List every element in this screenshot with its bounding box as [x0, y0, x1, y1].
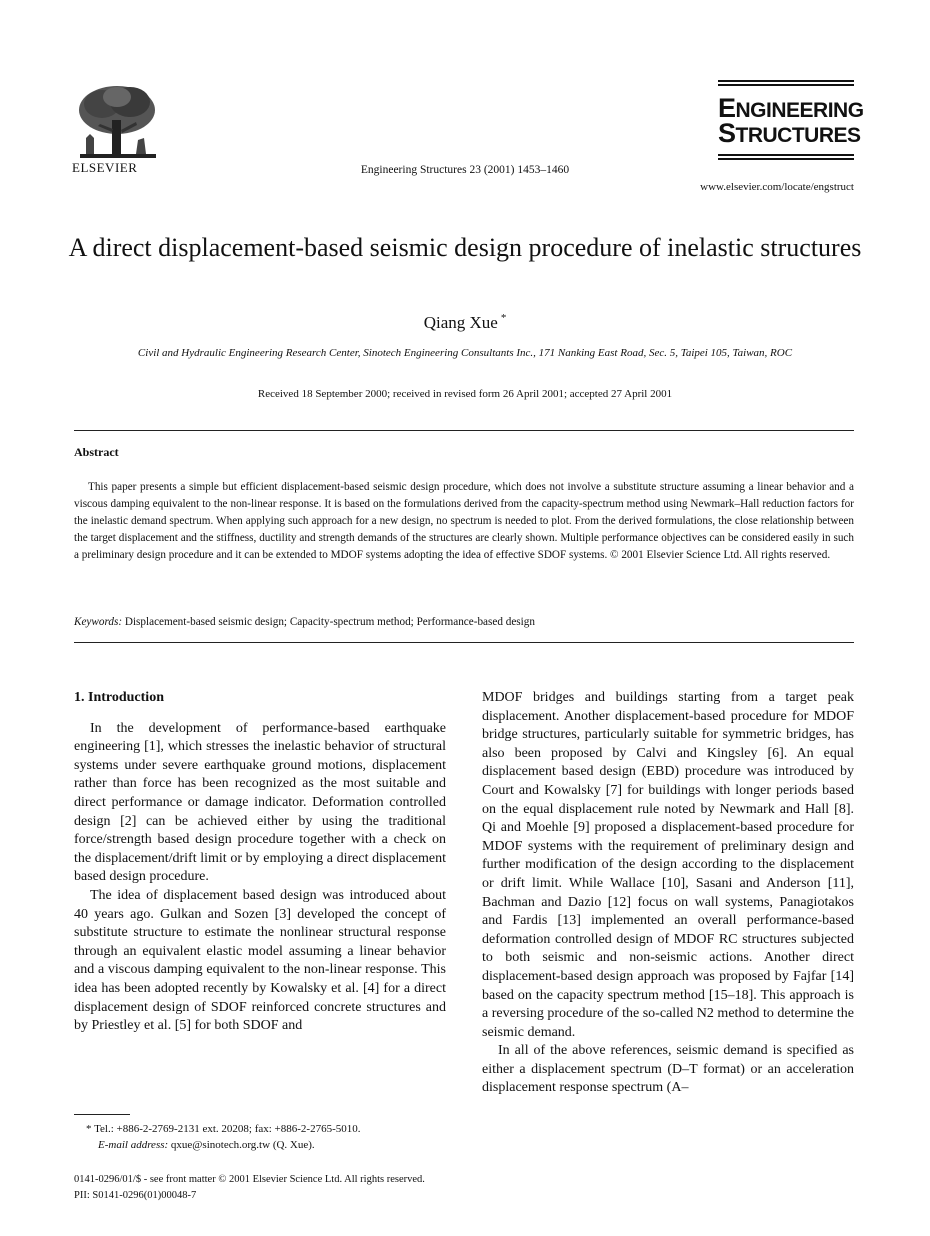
author-name: Qiang Xue	[423, 313, 498, 332]
footnote-rule	[74, 1114, 130, 1115]
body-paragraph: In all of the above references, seismic demand is specified as either a displacement spectrum (D–T format) or an acceleration displacement response spectrum (A–	[482, 1043, 854, 1096]
column-left	[74, 689, 446, 1036]
author-footnote-mark[interactable]: *	[500, 312, 507, 324]
email-owner: (Q. Xue).	[272, 1139, 315, 1151]
journal-reference: Engineering Structures 23 (2001) 1453–1460	[360, 164, 570, 176]
keywords	[74, 616, 535, 628]
journal-logo-line2: STRUCTURES	[718, 118, 861, 148]
logo-rule	[718, 80, 854, 82]
journal-url[interactable]: www.elsevier.com/locate/engstruct	[700, 181, 854, 193]
page-footer	[74, 1172, 425, 1204]
email-link[interactable]: qxue@sinotech.org.tw	[170, 1139, 271, 1151]
abstract-text: This paper presents a simple but efficient displacement-based seismic design procedure, which does not involve a substitute structure assuming a linear behavior and a viscous damping equivalent to the non-linear response. It is based on the formulations derived from the capacity-spectrum method using Newmark–Hall reduction factors for the inelastic demand spectrum. When applying such approach for a new design, no spectrum is needed to plot. From the derived formulations, the close relationship between the target displacement and the stiffness, ductility and strength demands of the structures are clearly shown. Multiple performance objectives can be considered easily in such a preliminary design procedure and it can be extended to MDOF systems adopting the idea of effective SDOF systems. © 2001 Elsevier Science Ltd. All rights reserved.	[74, 481, 854, 561]
logo-rule	[718, 158, 854, 160]
footnote-contact: Tel.: +886-2-2769-2131 ext. 20208; fax: +886-2-2765-5010.	[94, 1123, 361, 1135]
publisher-name: ELSEVIER	[72, 160, 138, 175]
author	[0, 312, 930, 333]
affiliation: Civil and Hydraulic Engineering Research Center, Sinotech Engineering Consultants Inc., 171 Nanking East Road, Sec. 5, Taipei 105, Taiwan, ROC	[137, 347, 793, 359]
journal-logo-line1: ENGINEERING	[718, 93, 864, 123]
keywords-label: Keywords:	[74, 616, 123, 628]
divider	[74, 430, 854, 431]
pii-line: PII: S0141-0296(01)00048-7	[74, 1190, 197, 1201]
paper-title: A direct displacement-based seismic design procedure of inelastic structures	[68, 233, 862, 262]
logo-rule	[718, 154, 854, 156]
column-right	[482, 689, 854, 1098]
keywords-text: Displacement-based seismic design; Capacity-spectrum method; Performance-based design	[124, 616, 535, 628]
footnote	[74, 1121, 361, 1153]
footnote-mark: *	[86, 1123, 92, 1135]
journal-logo	[718, 80, 864, 162]
divider	[74, 642, 854, 643]
copyright-line: 0141-0296/01/$ - see front matter © 2001 Elsevier Science Ltd. All rights reserved.	[74, 1174, 425, 1185]
abstract-heading: Abstract	[74, 445, 119, 459]
logo-rule	[718, 84, 854, 86]
section-heading: 1. Introduction	[74, 690, 164, 705]
email-label: E-mail address:	[98, 1139, 169, 1151]
body-paragraph: MDOF bridges and buildings starting from a target peak displacement. Another displacement-based procedure for MDOF bridge structures, particularly suitable for symmetric bridges, has also been proposed by Calvi and Kingsley [6]. An equal displacement based design (EBD) procedure was introduced by Court and Kowalsky [7] for buildings with longer periods based on the equal displacement rule noted by Newmark and Hall [8]. Qi and Moehle [9] proposed a displacement-based procedure for MDOF systems with the requirement of preliminary design and further modification of the design according to the displacement or drift limit. While Wallace [10], Sasani and Anderson [11], Bachman and Dazio [12] focus on wall systems, Panagiotakos and Fardis [13] implemented an overall performance-based deformation controlled design of MDOF RC structures subjected to both seismic and non-seismic actions. Another direct displacement-based design approach was proposed by Fajfar [14] based on the capacity spectrum method [15–18]. This approach is a reversing procedure of the so-called N2 method to determine the seismic demand.	[482, 690, 854, 1040]
body-paragraph: In the development of performance-based earthquake engineering [1], which stresses the inelastic behavior of structural systems under severe earthquake ground motions, displacement rather than force has been recognized as the most suitable and direct performance or damage indicator. Deformation controlled design [2] can be achieved either by using the traditional force/strength based design procedure together with a check on the displacement/drift limit or by employing a direct displacement based design procedure.	[74, 720, 446, 885]
body-paragraph: The idea of displacement based design was introduced about 40 years ago. Gulkan and Sozen [3] developed the concept of substitute structure to estimate the nonlinear structural response through an equivalent elastic model assuming a linear behavior and a viscous damping equivalent to the non-linear response. This idea has been adopted recently by Kowalsky et al. [4] for a direct displacement design of SDOF reinforced concrete structures and by Priestley et al. [5] for both SDOF and	[74, 887, 446, 1034]
received-dates: Received 18 September 2000; received in revised form 26 April 2001; accepted 27 April 2001	[257, 388, 673, 400]
